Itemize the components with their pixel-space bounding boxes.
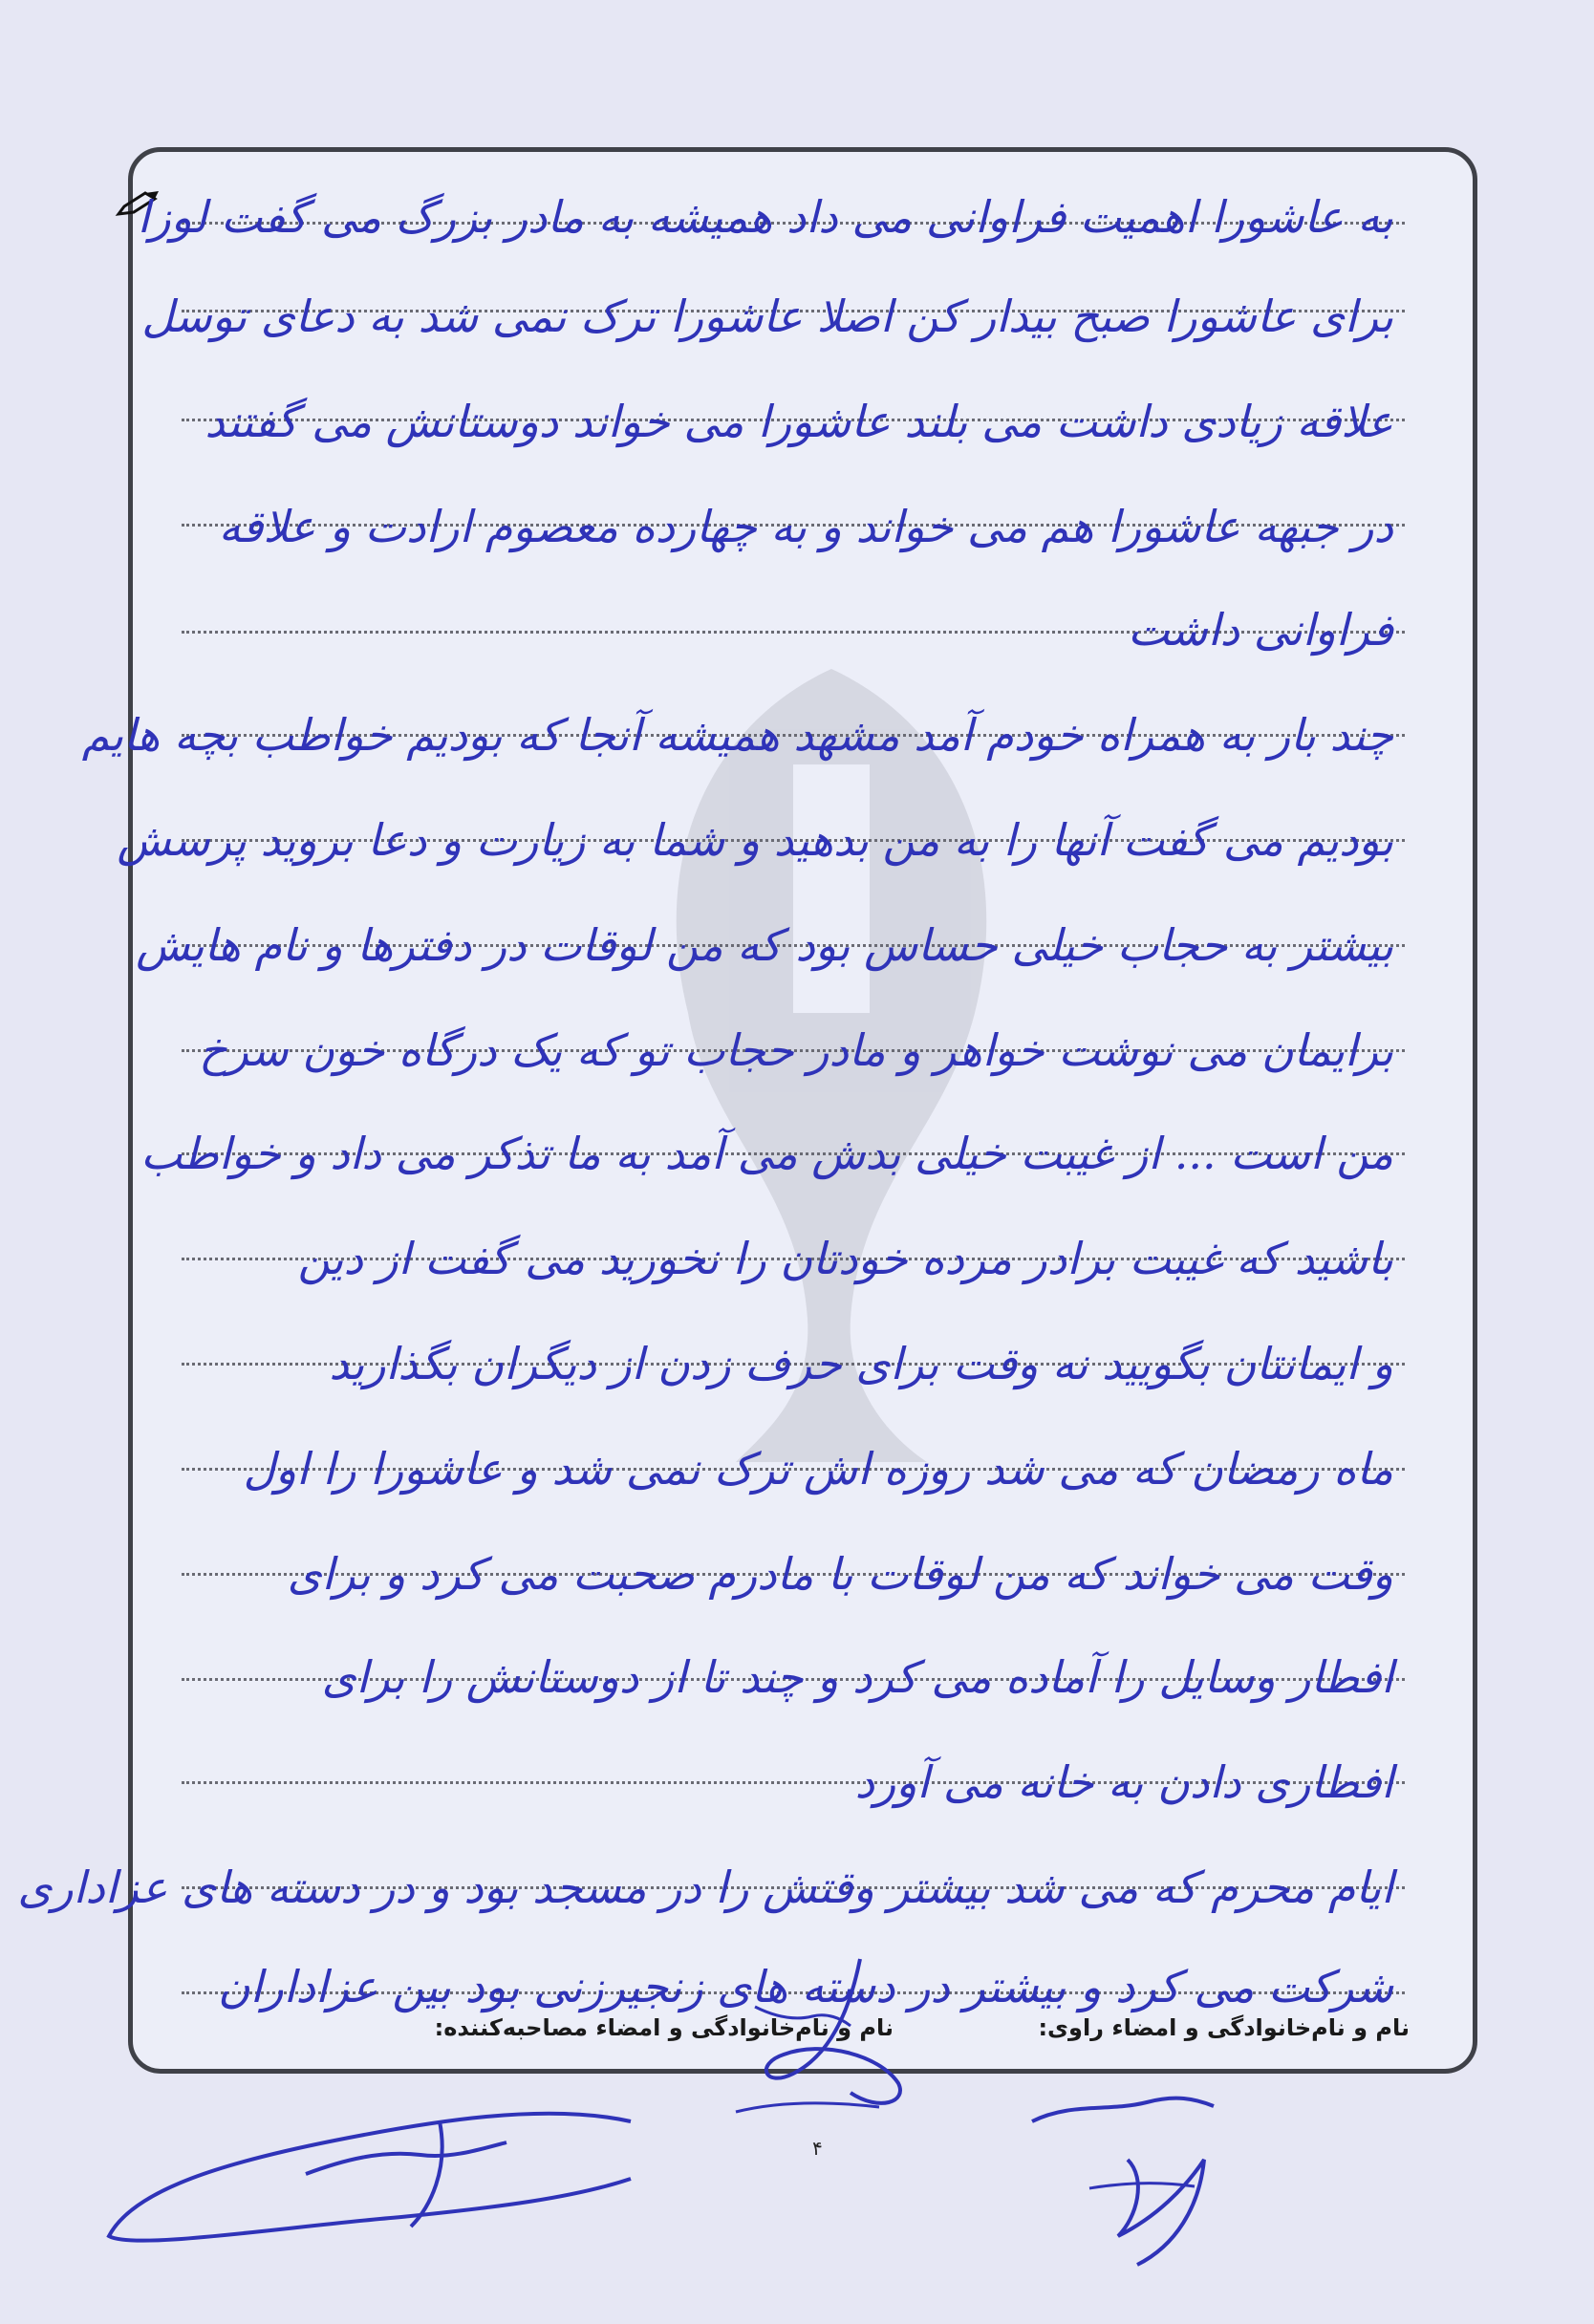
narrator-signature [96, 2083, 650, 2265]
handwritten-line: بودیم می گفت آنها را به من بدهید و شما به زیارت و دعا بروید پرسش [117, 814, 1393, 866]
handwritten-line: برایمان می نوشت خواهر و مادر حجاب تو که یک درگاه خون سرخ [199, 1024, 1393, 1076]
handwritten-line: ایام محرم که می شد بیشتر وقتش را در مسجد بود و در دسته های عزاداری [17, 1861, 1393, 1913]
witness-signature [1013, 2074, 1261, 2274]
handwritten-line: علاقه زیادی داشت می بلند عاشورا می خواند دوستانش می گفتند [205, 396, 1393, 447]
handwritten-line: بیشتر به حجاب خیلی حساس بود که من لوقات در دفترها و نام هایش [136, 919, 1393, 971]
handwritten-line: باشید که غیبت برادر مرده خودتان را نخورید می گفت از دین [297, 1233, 1393, 1284]
handwritten-line: فراوانی داشت [1128, 604, 1393, 656]
interviewer-signature [736, 1949, 984, 2121]
handwritten-line: من است ... از غیبت خیلی بدش می آمد به ما تذکر می داد و خواطب [140, 1128, 1393, 1179]
handwritten-line: افطار وسایل را آماده می کرد و چند تا از دوستانش را برای [321, 1651, 1393, 1703]
handwritten-line: شرکت می کرد و بیشتر در دسته های زنجیرزنی بود بین عزاداران [217, 1961, 1393, 2012]
page-number: ۴ [812, 2137, 823, 2160]
narrator-signature-label: نام و نام‌خانوادگی و امضاء راوی: [1038, 2014, 1410, 2041]
interviewer-signature-label: نام و نام‌خانوادگی و امضاء مصاحبه‌کننده: [434, 2014, 894, 2041]
handwritten-line: چند بار به همراه خودم آمد مشهد همیشه آنجا که بودیم خواطب بچه هایم [81, 709, 1393, 761]
handwritten-line: ماه رمضان که می شد روزه اش ترک نمی شد و عاشورا را اول [243, 1443, 1393, 1495]
handwritten-line: در جبهه عاشورا هم می خواند و به چهارده معصوم ارادت و علاقه [218, 501, 1393, 552]
handwritten-line: افطاری دادن به خانه می آورد [854, 1756, 1393, 1808]
handwritten-line: برای عاشورا صبح بیدار کن اصلا عاشورا ترک نمی شد به دعای توسل [141, 290, 1393, 342]
handwritten-line: و ایمانتان بگویید نه وقت برای حرف زدن از دیگران بگذارید [329, 1338, 1393, 1389]
handwritten-line: وقت می خواند که من لوقات با مادرم صحبت می کرد و برای [287, 1548, 1393, 1600]
handwritten-line: به عاشورا اهمیت فراوانی می داد همیشه به مادر بزرگ می گفت لوزا [137, 191, 1393, 243]
